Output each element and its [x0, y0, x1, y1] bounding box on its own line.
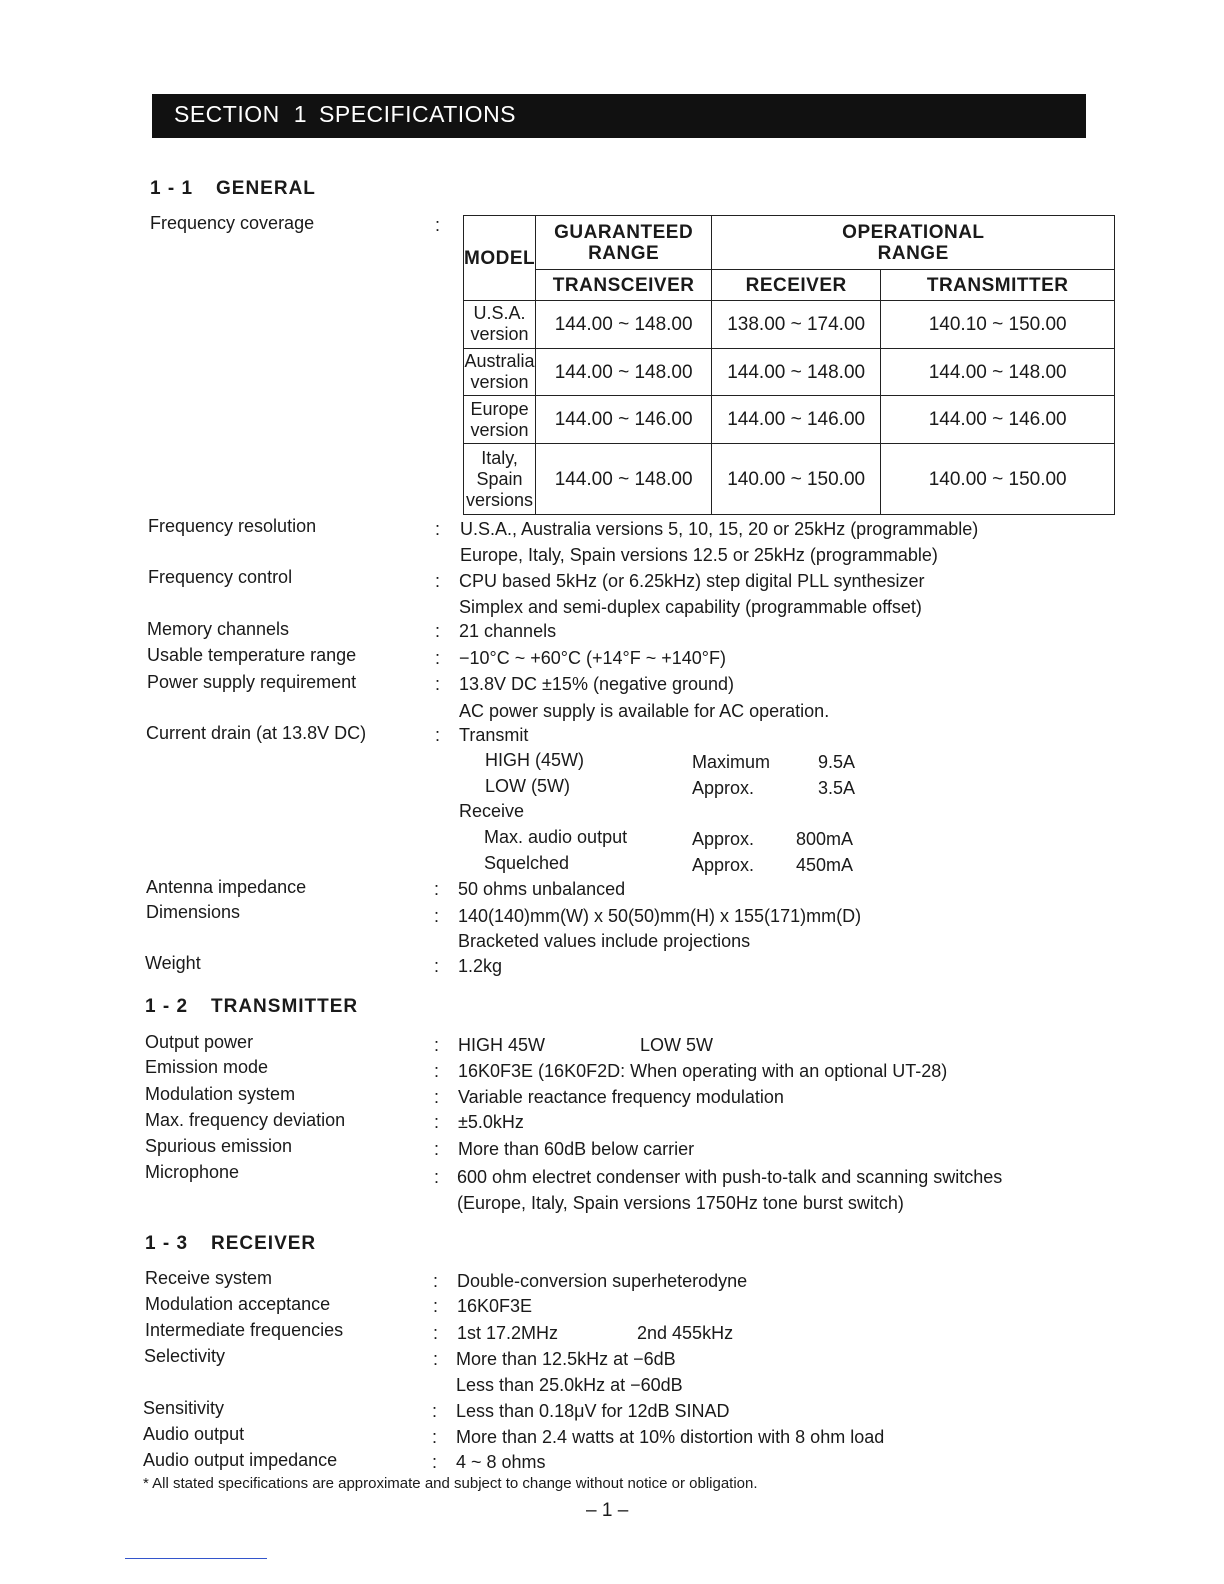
colon: : [435, 519, 441, 539]
spec-label: Audio output impedance [143, 1450, 338, 1470]
spec-value: 140(140)mm(W) x 50(50)mm(H) x 155(171)mm(D) [458, 906, 862, 926]
spec-value: U.S.A., Australia versions 5, 10, 15, 20 or 25kHz (programmable) [460, 519, 979, 539]
spec-label: Usable temperature range [147, 645, 357, 665]
colon: : [434, 956, 440, 976]
transceiver-cell: 144.00 ~ 148.00 [536, 348, 712, 396]
colon: : [434, 1167, 440, 1187]
spec-label: Dimensions [146, 902, 241, 922]
spec-value: 4 ~ 8 ohms [456, 1452, 546, 1472]
spec-label: Modulation system [145, 1084, 296, 1104]
spec-value: ±5.0kHz [458, 1112, 524, 1132]
transmitter-cell: 144.00 ~ 146.00 [881, 396, 1115, 444]
spec-value: Double-conversion superheterodyne [457, 1271, 748, 1291]
spec-value: More than 60dB below carrier [458, 1139, 695, 1159]
spec-value: Receive [459, 801, 525, 821]
current-qualifier: Approx. [692, 778, 755, 798]
heading-receiver [145, 1233, 316, 1255]
current-item-label: Max. audio output [484, 827, 628, 847]
model-cell: Italy, Spain versions [464, 444, 536, 515]
header-guaranteed: GUARANTEED RANGE [536, 216, 712, 270]
heading-title: TRANSMITTER [211, 996, 359, 1017]
spec-value: 1st 17.2MHz [457, 1323, 559, 1343]
model-cell: Europe version [464, 396, 536, 444]
spec-value: 21 channels [459, 621, 557, 641]
colon: : [432, 1452, 438, 1472]
current-item-label: Squelched [484, 853, 570, 873]
spec-value: 1.2kg [458, 956, 503, 976]
header-model: MODEL [464, 216, 536, 301]
colon: : [435, 215, 441, 235]
spec-value: 13.8V DC ±15% (negative ground) [459, 674, 735, 694]
spec-label: Current drain (at 13.8V DC) [146, 723, 367, 743]
spec-value: LOW 5W [640, 1035, 714, 1055]
colon: : [435, 725, 441, 745]
receiver-cell: 140.00 ~ 150.00 [712, 444, 881, 515]
spec-value: 2nd 455kHz [637, 1323, 734, 1343]
frequency-coverage-table [463, 215, 1115, 515]
current-value: 800mA [796, 829, 854, 849]
spec-label: Max. frequency deviation [145, 1110, 346, 1130]
current-qualifier: Approx. [692, 829, 755, 849]
heading-number: 1 - 3 [145, 1233, 189, 1254]
spec-value: 600 ohm electret condenser with push-to-talk and scanning switches [457, 1167, 1003, 1187]
spec-label: Selectivity [144, 1346, 226, 1366]
heading-title: RECEIVER [211, 1233, 317, 1254]
transmitter-cell: 144.00 ~ 148.00 [881, 348, 1115, 396]
header-transmitter: TRANSMITTER [881, 270, 1115, 301]
spec-value: −10°C ~ +60°C (+14°F ~ +140°F) [459, 648, 726, 668]
table-row [464, 348, 1115, 396]
spec-value: Less than 0.18μV for 12dB SINAD [456, 1401, 730, 1421]
spec-value: (Europe, Italy, Spain versions 1750Hz tone burst switch) [457, 1193, 904, 1213]
heading-number: 1 - 2 [145, 996, 189, 1017]
receiver-cell: 138.00 ~ 174.00 [712, 301, 881, 349]
spec-value: Variable reactance frequency modulation [458, 1087, 784, 1107]
colon: : [434, 879, 440, 899]
spec-value: More than 2.4 watts at 10% distortion with 8 ohm load [456, 1427, 885, 1447]
colon: : [434, 1112, 440, 1132]
header-receiver: RECEIVER [712, 270, 881, 301]
colon: : [435, 674, 441, 694]
spec-label: Output power [145, 1032, 254, 1052]
spec-value: Less than 25.0kHz at −60dB [456, 1375, 683, 1395]
spec-value: HIGH 45W [458, 1035, 546, 1055]
current-qualifier: Approx. [692, 855, 755, 875]
spec-value: CPU based 5kHz (or 6.25kHz) step digital PLL synthesizer [459, 571, 925, 591]
spec-label: Audio output [143, 1424, 245, 1444]
section-banner [152, 94, 1086, 138]
colon: : [435, 571, 441, 591]
spec-value: Transmit [459, 725, 529, 745]
page-edge-line [125, 1558, 267, 1559]
current-item-label: HIGH (45W) [485, 750, 584, 770]
colon: : [432, 1401, 438, 1421]
spec-label: Microphone [145, 1162, 240, 1182]
spec-label: Spurious emission [145, 1136, 293, 1156]
spec-value: More than 12.5kHz at −6dB [456, 1349, 676, 1369]
spec-value: Bracketed values include projections [458, 931, 751, 951]
section-word: SECTION [174, 101, 280, 127]
spec-value: 16K0F3E (16K0F2D: When operating with an optional UT-28) [458, 1061, 948, 1081]
spec-label: Memory channels [147, 619, 290, 639]
spec-label: Antenna impedance [146, 877, 307, 897]
heading-title: GENERAL [216, 178, 316, 199]
spec-label: Receive system [145, 1268, 273, 1288]
spec-value: AC power supply is available for AC operation. [459, 701, 830, 721]
colon: : [434, 1087, 440, 1107]
model-cell: U.S.A. version [464, 301, 536, 349]
spec-value: 16K0F3E [457, 1296, 533, 1316]
spec-label: Frequency resolution [148, 516, 317, 536]
colon: : [434, 1139, 440, 1159]
spec-label: Modulation acceptance [145, 1294, 331, 1314]
spec-label: Power supply requirement [147, 672, 357, 692]
current-value: 9.5A [818, 752, 856, 772]
spec-value: Simplex and semi-duplex capability (programmable offset) [459, 597, 922, 617]
colon: : [432, 1427, 438, 1447]
colon: : [434, 1035, 440, 1055]
current-value: 3.5A [818, 778, 856, 798]
colon: : [434, 1061, 440, 1081]
heading-number: 1 - 1 [150, 178, 194, 199]
spec-label: Sensitivity [143, 1398, 225, 1418]
colon: : [435, 621, 441, 641]
transmitter-cell: 140.00 ~ 150.00 [881, 444, 1115, 515]
spec-label: Frequency control [148, 567, 293, 587]
spec-label: Intermediate frequencies [145, 1320, 344, 1340]
heading-general [150, 178, 316, 200]
current-item-label: LOW (5W) [485, 776, 570, 796]
current-value: 450mA [796, 855, 854, 875]
colon: : [435, 648, 441, 668]
colon: : [433, 1323, 439, 1343]
colon: : [433, 1296, 439, 1316]
current-qualifier: Maximum [692, 752, 771, 772]
spec-label: Weight [145, 953, 201, 973]
spec-label: Emission mode [145, 1057, 269, 1077]
transceiver-cell: 144.00 ~ 148.00 [536, 444, 712, 515]
transmitter-cell: 140.10 ~ 150.00 [881, 301, 1115, 349]
transceiver-cell: 144.00 ~ 146.00 [536, 396, 712, 444]
colon: : [433, 1271, 439, 1291]
section-number: 1 [293, 101, 308, 127]
receiver-cell: 144.00 ~ 148.00 [712, 348, 881, 396]
heading-transmitter [145, 996, 358, 1018]
transceiver-cell: 144.00 ~ 148.00 [536, 301, 712, 349]
header-transceiver: TRANSCEIVER [536, 270, 712, 301]
page-number: – 1 – [586, 1500, 629, 1521]
colon: : [433, 1349, 439, 1369]
receiver-cell: 144.00 ~ 146.00 [712, 396, 881, 444]
section-title: SPECIFICATIONS [319, 101, 517, 127]
colon: : [434, 906, 440, 926]
model-cell: Australia version [464, 348, 536, 396]
table-row [464, 444, 1115, 515]
footnote: * All stated specifications are approximate and subject to change without notice or obligation. [143, 1475, 758, 1492]
spec-label: Frequency coverage [150, 213, 315, 233]
table-row [464, 301, 1115, 349]
spec-value: 50 ohms unbalanced [458, 879, 626, 899]
spec-value: Europe, Italy, Spain versions 12.5 or 25kHz (programmable) [460, 545, 938, 565]
header-operational: OPERATIONAL RANGE [712, 216, 1115, 270]
table-row [464, 396, 1115, 444]
